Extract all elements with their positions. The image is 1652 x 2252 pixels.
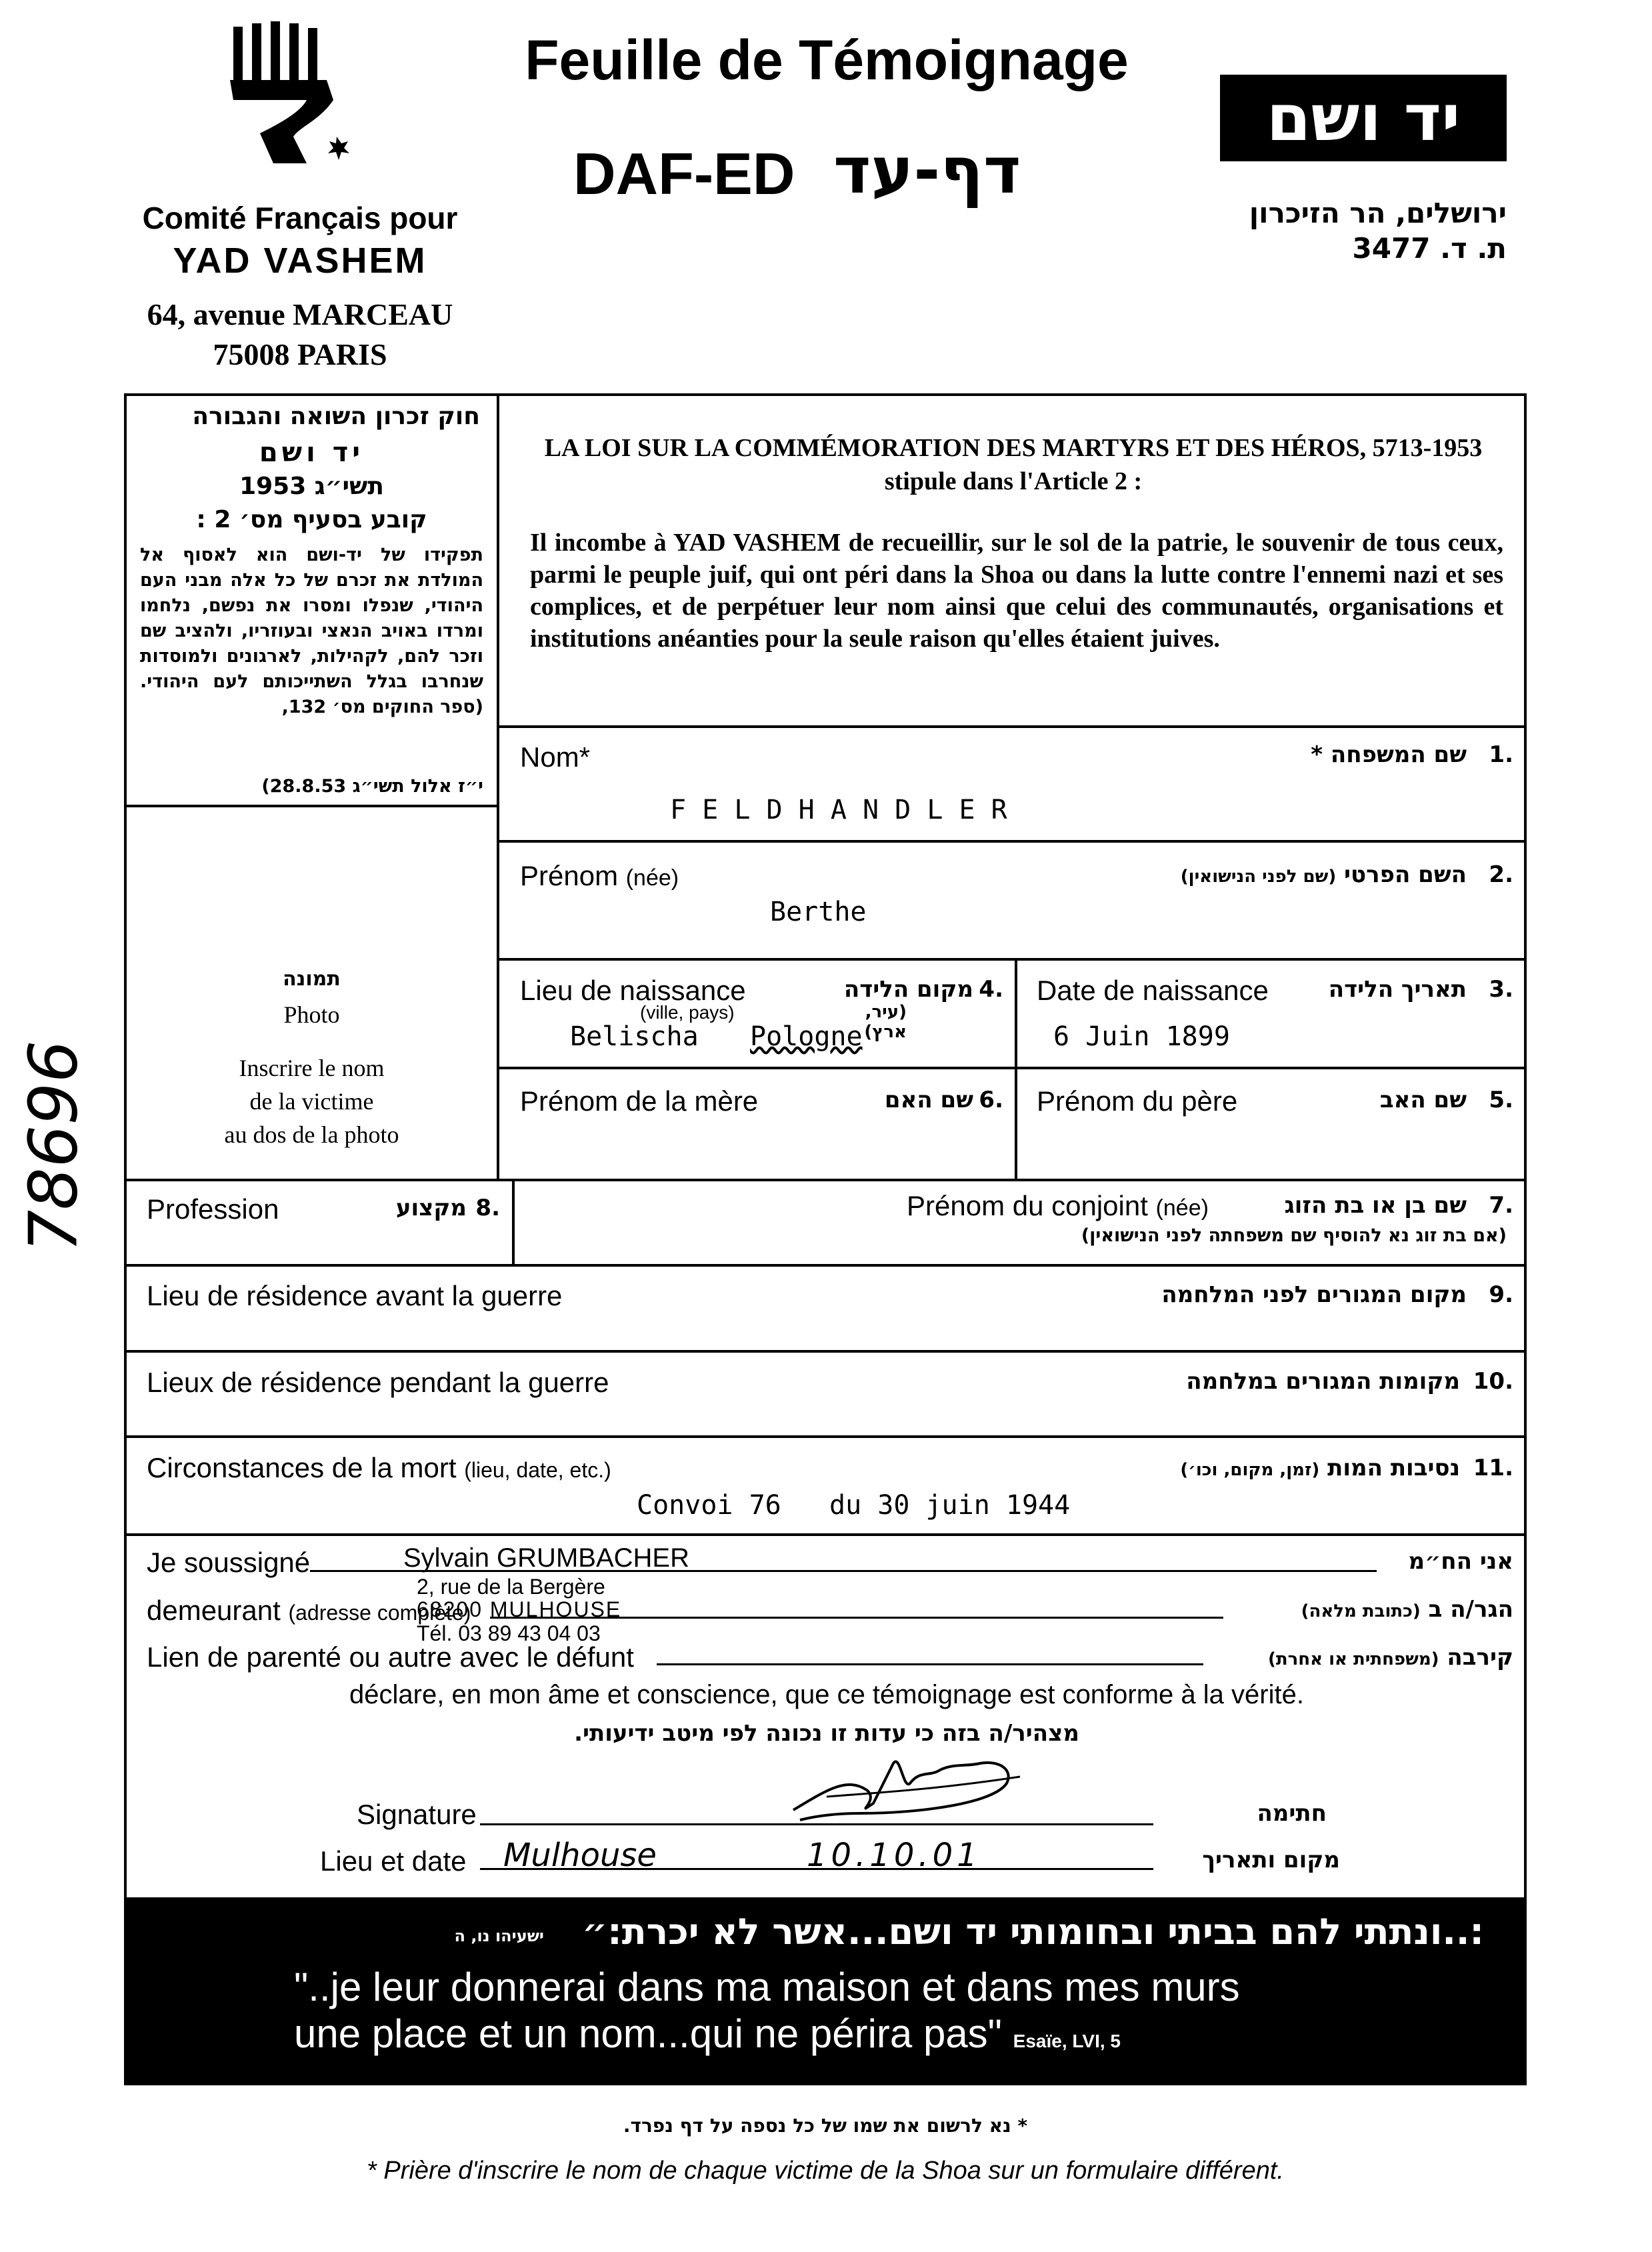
law-hebrew-body: תפקידו של יד-ושם הוא לאסוף אל המולדת את זכרם של כל אלה מבני העם היהודי, שנפלו ומסרו את נפשם, נלחמו ומרדו באויב הנאצי ובעוזריו, ולהציב שם וזכר להם, לקהילות, לארגונים ולמוסדות שנחרבו בגלל השתייכותם לעם היהודי. (ספר החוקים מס׳ 132, — [140, 545, 483, 717]
prenom-label-text: Prénom — [520, 860, 619, 891]
lieu-naissance-note-fr: (ville, pays) — [640, 1002, 735, 1023]
law-french-body: Il incombe à YAD VASHEM de recueillir, sur le sol de la patrie, le souvenir de tous ceux, parmi le peuple juif, qui ont péri dans la Shoa ou dans la lutte contre l'ennemi nazi et ses complices, et de perpétuer leur nom ainsi que celui des communautés, organisations et institutions anéanties pour la seule raison qu'elles étaient juives. — [530, 529, 1503, 653]
circonstances-label-text: Circonstances de la mort — [147, 1452, 457, 1483]
lieu-naissance-note-he: (עיר, ארץ) — [864, 1002, 907, 1042]
signature-hebrew: חתימה — [1257, 1800, 1327, 1827]
profession-label: Profession — [147, 1193, 279, 1225]
photo-hebrew: תמונה — [283, 967, 341, 991]
residence-pendant-hebrew: מקומות המגורים במלחמה — [1186, 1368, 1460, 1395]
nom-label: Nom* — [520, 741, 591, 773]
residence-avant-label: Lieu de résidence avant la guerre — [147, 1280, 563, 1311]
prenom-label — [520, 860, 679, 892]
prenom-pere-hebrew: שם האב — [1379, 1087, 1467, 1113]
signature-scribble[interactable] — [787, 1750, 1040, 1830]
photo-label: Photo — [283, 1001, 340, 1028]
nom-num: .1 — [1489, 741, 1513, 768]
circonstances-hebrew — [1000, 1455, 1460, 1481]
declaration: déclare, en mon âme et conscience, que ce témoignage est conforme à la vérité. — [349, 1680, 1304, 1709]
form-code-latin: DAF-ED — [573, 141, 795, 207]
prenom-pere-label: Prénom du père — [1037, 1085, 1238, 1117]
lieu-naissance-city[interactable]: Belischa — [570, 1021, 699, 1052]
prenom-value[interactable]: Berthe — [770, 897, 867, 927]
law-hebrew-title: חוק זכרון השואה והגבורה — [192, 403, 480, 430]
side-stamp-number: 78696 — [14, 1040, 93, 1253]
divider — [497, 840, 1527, 843]
residence-avant-hebrew: מקום המגורים לפני המלחמה — [1161, 1281, 1467, 1308]
circonstances-num: .11 — [1473, 1455, 1513, 1481]
prenom-hebrew — [1040, 861, 1467, 888]
profession-num: .8 — [475, 1195, 500, 1221]
prenom-mere-hebrew: שם האם — [884, 1087, 973, 1113]
prenom-mere-num: .6 — [979, 1087, 1003, 1113]
po-box: ת. ד. 3477 — [1352, 232, 1507, 265]
demeurant-label-note: (adresse complète) — [288, 1601, 471, 1625]
footer-french-note: * Prière d'inscrire le nom de chaque victime de la Shoa sur un formulaire différent. — [367, 2157, 1284, 2185]
nom-hebrew: שם המשפחה * — [1311, 741, 1467, 768]
conjoint-num: .7 — [1489, 1192, 1513, 1219]
lieu-naissance-hebrew: מקום הלידה — [843, 976, 973, 1003]
soussigne-value[interactable]: Sylvain GRUMBACHER — [403, 1543, 689, 1573]
conjoint-hebrew: שם בן או בת הזוג — [1284, 1192, 1467, 1219]
divider — [127, 1264, 1527, 1267]
committee-address: 64, avenue MARCEAU — [147, 297, 453, 331]
lieu-value[interactable]: Mulhouse — [503, 1837, 657, 1874]
banner-french-line-1: "..je leur donnerai dans ma maison et dans mes murs — [294, 1965, 1240, 2009]
law-hebrew-year: תשי״ג 1953 — [239, 473, 384, 500]
lien-hebrew-text: קירבה — [1447, 1644, 1513, 1671]
conjoint-label-note: (née) — [1155, 1195, 1209, 1221]
law-hebrew-org: יד ושם — [259, 437, 365, 468]
divider — [127, 1435, 1527, 1438]
conjoint-label-text: Prénom du conjoint — [907, 1190, 1148, 1221]
prenom-pere-num: .5 — [1489, 1087, 1513, 1113]
banner-hebrew-quote: :..ונתתי להם בביתי ובחומותי יד ושם...אשר לא יכרת:״ — [581, 1911, 1484, 1953]
divider — [127, 1179, 1527, 1181]
quote-banner — [124, 1899, 1527, 2085]
profession-hebrew: מקצוע — [395, 1195, 467, 1221]
address-line-2[interactable]: 68200 MULHOUSE — [417, 1597, 622, 1621]
divider — [127, 1350, 1527, 1353]
prenom-hebrew-text: השם הפרטי — [1344, 861, 1467, 888]
conjoint-label — [907, 1190, 1209, 1222]
committee-city: 75008 PARIS — [213, 337, 387, 371]
circonstances-label-note: (lieu, date, etc.) — [464, 1458, 611, 1482]
conjoint-hebrew-note: (אם בת זוג נא להוסיף שם משפחתה לפני הנישואין) — [1081, 1225, 1507, 1246]
yad-vashem-logo — [1220, 75, 1507, 161]
lien-hebrew-note: (משפחתית או אחרת) — [1267, 1649, 1439, 1669]
demeurant-hebrew-text: הגר/ה ב — [1428, 1596, 1513, 1623]
divider — [497, 396, 499, 1180]
divider — [127, 1533, 1527, 1536]
lien-line-rule — [657, 1663, 1203, 1665]
divider — [497, 1067, 1527, 1069]
circonstances-hebrew-text: נסיבות המות — [1327, 1455, 1460, 1481]
divider — [497, 725, 1527, 728]
soussigne-hebrew: אני הח״מ — [1408, 1548, 1513, 1575]
law-hebrew-date: י״ז אלול תשי״ג 28.8.53) — [261, 776, 483, 797]
soussigne-label: Je soussigné — [147, 1547, 311, 1578]
lien-label: Lien de parenté ou autre avec le défunt — [147, 1641, 634, 1673]
law-hebrew-clause: קובע בסעיף מס׳ 2 : — [196, 506, 427, 533]
date-value[interactable]: 10.10.01 — [807, 1837, 981, 1874]
photo-instruction-1: Inscrire le nom — [239, 1055, 385, 1081]
date-naissance-num: .3 — [1489, 976, 1513, 1003]
lieu-date-hebrew: מקום ותאריך — [1202, 1847, 1340, 1873]
prenom-label-note: (née) — [625, 865, 679, 891]
form-title: Feuille de Témoignage — [525, 29, 1129, 91]
lieu-naissance-label: Lieu de naissance — [520, 975, 746, 1006]
circonstances-hebrew-note: (זמן, מקום, וכו׳) — [1180, 1460, 1320, 1480]
residence-avant-num: .9 — [1489, 1281, 1513, 1308]
date-naissance-hebrew: תאריך הלידה — [1328, 976, 1467, 1003]
photo-placeholder[interactable] — [127, 807, 497, 1179]
jerusalem-address: ירושלים, הר הזיכרון — [1249, 197, 1507, 229]
address-line-1[interactable]: 2, rue de la Bergère — [417, 1575, 605, 1599]
nom-value[interactable]: F E L D H A N D L E R — [670, 795, 1007, 825]
banner-french-line-2 — [294, 2011, 1121, 2057]
residence-pendant-label: Lieux de résidence pendant la guerre — [147, 1367, 609, 1398]
circonstances-label — [147, 1452, 611, 1484]
banner-french-line-2-text: une place et un nom...qui ne périra pas" — [294, 2011, 1002, 2056]
prenom-mere-label: Prénom de la mère — [520, 1085, 759, 1117]
date-naissance-label: Date de naissance — [1037, 975, 1269, 1006]
law-french-title: LA LOI SUR LA COMMÉMORATION DES MARTYRS ET DES HÉROS, 5713-1953 — [544, 434, 1483, 462]
committee-name: Comité Français pour — [142, 201, 458, 235]
photo-instruction-3: au dos de la photo — [224, 1121, 399, 1148]
residence-pendant-num: .10 — [1473, 1368, 1513, 1395]
committee-org: YAD VASHEM — [173, 241, 427, 281]
yad-vashem-hand-logo — [220, 20, 380, 173]
yad-vashem-logo-text: יד ושם — [1266, 81, 1461, 155]
law-hebrew-box — [127, 396, 497, 806]
demeurant-hebrew — [1227, 1596, 1513, 1623]
lien-hebrew — [1207, 1644, 1513, 1671]
banner-ref: Esaïe, LVI, 5 — [1013, 2031, 1121, 2051]
prenom-hebrew-note: (שם לפני הנישואין) — [1180, 867, 1337, 887]
banner-hebrew-ref: ישעיהו נו, ה — [454, 1927, 544, 1945]
address-line-3[interactable]: Tél. 03 89 43 04 03 — [417, 1621, 601, 1645]
footer-hebrew-note: * נא לרשום את שמו של כל נספה על דף נפרד. — [623, 2115, 1028, 2137]
lieu-date-label: Lieu et date — [320, 1845, 467, 1877]
demeurant-label-text: demeurant — [147, 1595, 281, 1626]
law-french-subtitle: stipule dans l'Article 2 : — [884, 467, 1143, 495]
circonstances-value[interactable]: Convoi 76 du 30 juin 1944 — [637, 1490, 1071, 1521]
demeurant-hebrew-note: (כתובת מלאה) — [1301, 1601, 1421, 1621]
divider — [512, 1179, 515, 1265]
lieu-naissance-num: .4 — [979, 976, 1003, 1003]
form-code-hebrew: דף-עד — [833, 133, 1021, 208]
photo-instruction-2: de la victime — [249, 1088, 374, 1115]
signature-label: Signature — [357, 1799, 477, 1830]
lieu-naissance-country[interactable]: Pologne — [750, 1021, 863, 1052]
declaration-hebrew: מצהיר/ה בזה כי עדות זו נכונה לפי מיטב ידיעותי. — [574, 1720, 1079, 1747]
prenom-num: .2 — [1489, 861, 1513, 888]
divider — [497, 958, 1527, 961]
date-naissance-value[interactable]: 6 Juin 1899 — [1053, 1021, 1230, 1052]
